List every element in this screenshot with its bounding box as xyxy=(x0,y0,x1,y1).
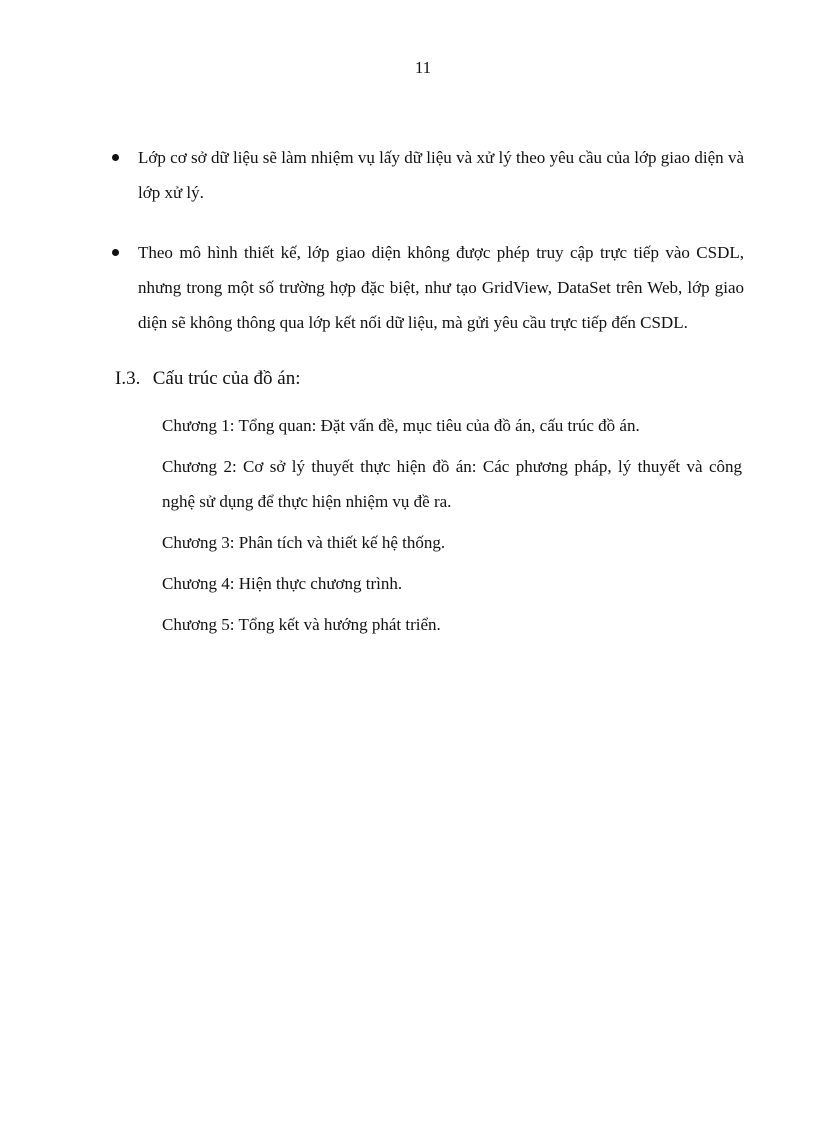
bullet-item xyxy=(108,140,744,210)
bullet-dot-icon xyxy=(112,154,119,161)
chapter-item-3: Chương 3: Phân tích và thiết kế hệ thống. xyxy=(162,533,446,552)
chapter-item-2: Chương 2: Cơ sở lý thuyết thực hiện đồ án: Các phương pháp, lý thuyết và công nghệ sử dụng để thực hiện nhiệm vụ đề ra. xyxy=(162,457,742,511)
bullet-text: Lớp cơ sở dữ liệu sẽ làm nhiệm vụ lấy dữ liệu và xử lý theo yêu cầu của lớp giao diện và lớp xử lý. xyxy=(138,148,744,202)
bullet-dot-icon xyxy=(112,249,119,256)
bullet-item xyxy=(108,235,744,340)
section-heading xyxy=(115,364,300,394)
chapter-item-1: Chương 1: Tổng quan: Đặt vấn đề, mục tiêu của đồ án, cấu trúc đồ án. xyxy=(162,416,640,435)
chapter-list xyxy=(162,408,742,648)
chapter-item-5: Chương 5: Tổng kết và hướng phát triển. xyxy=(162,615,441,634)
chapter-item-4: Chương 4: Hiện thực chương trình. xyxy=(162,574,403,593)
bullet-text: Theo mô hình thiết kế, lớp giao diện không được phép truy cập trực tiếp vào CSDL, nhưng trong một số trường hợp đặc biệt, như tạo GridView, DataSet trên Web, lớp giao diện sẽ không thông qua lớp kết nối dữ liệu, mà gửi yêu cầu trực tiếp đến CSDL. xyxy=(138,243,744,332)
section-title: Cấu trúc của đồ án: xyxy=(152,368,301,389)
section-number: I.3. xyxy=(115,368,141,389)
page-number: 11 xyxy=(414,58,432,77)
bullet-list xyxy=(108,140,744,340)
